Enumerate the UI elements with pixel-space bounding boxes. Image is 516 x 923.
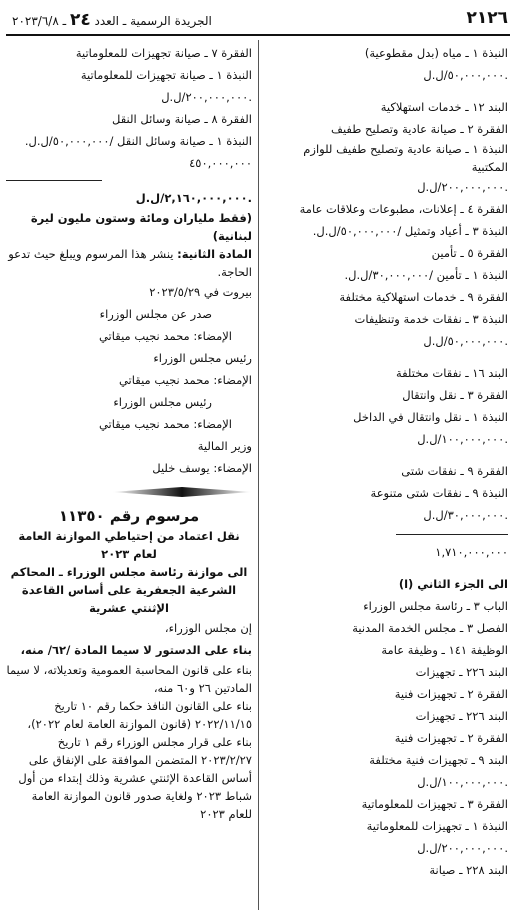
article-label: المادة الثانية: [177, 247, 252, 261]
budget-line: النبذة ١ ـ صيانة عادية وتصليح طفيف للوازم المكتبية [303, 142, 508, 174]
preamble-line: بناء على القانون النافذ حكما رقم ١٠ تاريخ ٢٠٢٢/١١/١٥ (قانون الموازنة العامة لعام ٢٠٢٢)، [27, 699, 252, 731]
preamble-line: بناء على الدستور لا سيما المادة /٦٢/ منه، [20, 643, 252, 657]
signature-line: الإمضاء: محمد نجيب ميقاتي [118, 373, 252, 387]
right-column [266, 42, 508, 881]
decree-number: مرسوم رقم ١١٣٥٠ [58, 507, 200, 525]
budget-line: البند ٢٢٦ ـ تجهيزات [415, 709, 508, 723]
amount-line: ٢٠٠,٠٠٠,٠٠٠/ل.ل. [417, 841, 508, 855]
decree-target: الى موازنة رئاسة مجلس الوزراء ـ المحاكم الشرعية الجعفرية على أساس القاعدة الإثنتي عشرية [10, 565, 248, 615]
budget-line: البند ٢٢٨ ـ صيانة [429, 863, 508, 877]
total-in-words: (فقط ملياران ومائة وستون مليون ليرة لبنانية) [30, 211, 252, 243]
budget-line: الفقرة ٧ ـ صيانة تجهيزات للمعلوماتية [75, 46, 252, 60]
issue-date: ـ ٢٠٢٣/٦/٨ [12, 14, 67, 28]
budget-line: الفقرة ٩ ـ خدمات استهلاكية مختلفة [339, 290, 508, 304]
signature-line: الإمضاء: محمد نجيب ميقاتي [98, 417, 232, 431]
column-divider [258, 40, 259, 910]
place-date: بيروت في ٢٠٢٣/٥/٢٩ [149, 285, 252, 299]
budget-line: البند ٢٢٦ ـ تجهيزات [415, 665, 508, 679]
preamble-line: بناء على قانون المحاسبة العمومية وتعديلاته، لا سيما المادتين ٢٦ و٦٠ منه، [6, 663, 252, 695]
amount-line: ٢٠٠,٠٠٠,٠٠٠/ل.ل. [161, 90, 252, 104]
signature-line: الإمضاء: يوسف خليل [152, 461, 252, 475]
budget-line: الفقرة ٣ ـ نقل وانتقال [402, 388, 508, 402]
budget-line: النبذة ٣ ـ أعياد وتمثيل /٥٠,٠٠٠,٠٠٠/ل.ل. [312, 224, 508, 238]
gazette-title [12, 10, 212, 30]
preamble-line: بناء على قرار مجلس الوزراء رقم ١ تاريخ ٢٠٢٣/٢/٢٧ المتضمن الموافقة على الإنفاق على أساس القاعدة الإثنتي عشرية وذلك إبتداء من أول شباط ٢٠٢٣ ولغاية صدور قانون الموازنة العامة للعام ٢٠٢٣ [18, 735, 252, 821]
issue-number: ٢٤ [69, 10, 91, 30]
budget-line: الفقرة ٢ ـ تجهيزات فنية [394, 687, 508, 701]
budget-line: البند ١٢ ـ خدمات استهلاكية [380, 100, 508, 114]
budget-line: النبذة ١ ـ مياه (بدل مقطوعية) [364, 46, 508, 60]
amount-line: ٥٠,٠٠٠,٠٠٠/ل.ل. [423, 68, 508, 82]
amount-line: ١٠٠,٠٠٠,٠٠٠/ل.ل. [417, 775, 508, 789]
article-two [6, 245, 252, 281]
amount-line: ١٠٠,٠٠٠,٠٠٠/ل.ل. [417, 432, 508, 446]
budget-line: الفقرة ٤ ـ إعلانات، مطبوعات وعلاقات عامة [299, 202, 508, 216]
budget-line: النبذة ١ ـ صيانة وسائل النقل /٥٠,٠٠٠,٠٠٠/ل.ل. [24, 134, 252, 148]
total-rule [6, 180, 102, 181]
budget-line: الفقرة ٢ ـ صيانة عادية وتصليح طفيف [331, 122, 508, 136]
budget-line: الفقرة ٩ ـ نفقات شتى [401, 464, 508, 478]
left-column [6, 42, 252, 823]
budget-line: النبذة ١ ـ تجهيزات للمعلوماتية [366, 819, 508, 833]
total-rule [396, 534, 508, 535]
budget-line: النبذة ١ ـ نقل وانتقال في الداخل [353, 410, 508, 424]
budget-line: النبذة ٣ ـ نفقات خدمة وتنظيفات [354, 312, 508, 326]
amount-line: ٥٠,٠٠٠,٠٠٠/ل.ل. [423, 334, 508, 348]
budget-line: النبذة ١ ـ تأمين /٣٠,٠٠٠,٠٠٠/ل.ل. [344, 268, 508, 282]
council-opening: إن مجلس الوزراء، [164, 621, 252, 635]
page-number: ٢١٢٦ [466, 8, 508, 28]
budget-line: البند ١٦ ـ نفقات مختلفة [395, 366, 508, 380]
budget-line: الفقرة ٢ ـ تجهيزات فنية [394, 731, 508, 745]
amount-line: ٣٠,٠٠٠,٠٠٠/ل.ل. [423, 508, 508, 522]
article-text: ينشر هذا المرسوم ويبلغ حيث تدعو الحاجة. [8, 247, 252, 279]
issued-by: صدر عن مجلس الوزراء [99, 307, 212, 321]
amount-line: ٢٠٠,٠٠٠,٠٠٠/ل.ل. [417, 180, 508, 194]
decree-subject: نقل اعتماد من إحتياطي الموازنة العامة لعام ٢٠٢٣ [18, 529, 240, 561]
page-header [8, 6, 508, 32]
header-rule [6, 34, 510, 36]
signatory-title: رئيس مجلس الوزراء [153, 351, 252, 365]
budget-line: الوظيفة ١٤١ ـ وظيفة عامة [381, 643, 508, 657]
grand-total: ٢,١٦٠,٠٠٠,٠٠٠/ل.ل. [135, 191, 252, 205]
signatory-title: وزير المالية [197, 439, 252, 453]
signature-line: الإمضاء: محمد نجيب ميقاتي [98, 329, 232, 343]
budget-line: النبذة ٩ ـ نفقات شتى متنوعة [370, 486, 508, 500]
ornament-divider [112, 487, 252, 497]
budget-line: الفقرة ٨ ـ صيانة وسائل النقل [112, 112, 252, 126]
budget-line: الباب ٣ ـ رئاسة مجلس الوزراء [363, 599, 508, 613]
total-amount: ١,٧١٠,٠٠٠,٠٠٠ [435, 545, 508, 559]
section-heading: الى الجزء الثاني (ا) [398, 577, 508, 591]
budget-line: البند ٩ ـ تجهيزات فنية مختلفة [369, 753, 508, 767]
amount-line: ٤٥٠,٠٠٠,٠٠٠ [189, 156, 252, 170]
budget-line: الفصل ٣ ـ مجلس الخدمة المدنية [352, 621, 508, 635]
budget-line: النبذة ١ ـ صيانة تجهيزات للمعلوماتية [80, 68, 252, 82]
budget-line: الفقرة ٣ ـ تجهيزات للمعلوماتية [361, 797, 508, 811]
gazette-name: الجريدة الرسمية ـ العدد [94, 14, 212, 28]
signatory-title: رئيس مجلس الوزراء [113, 395, 212, 409]
budget-line: الفقرة ٥ ـ تأمين [431, 246, 508, 260]
